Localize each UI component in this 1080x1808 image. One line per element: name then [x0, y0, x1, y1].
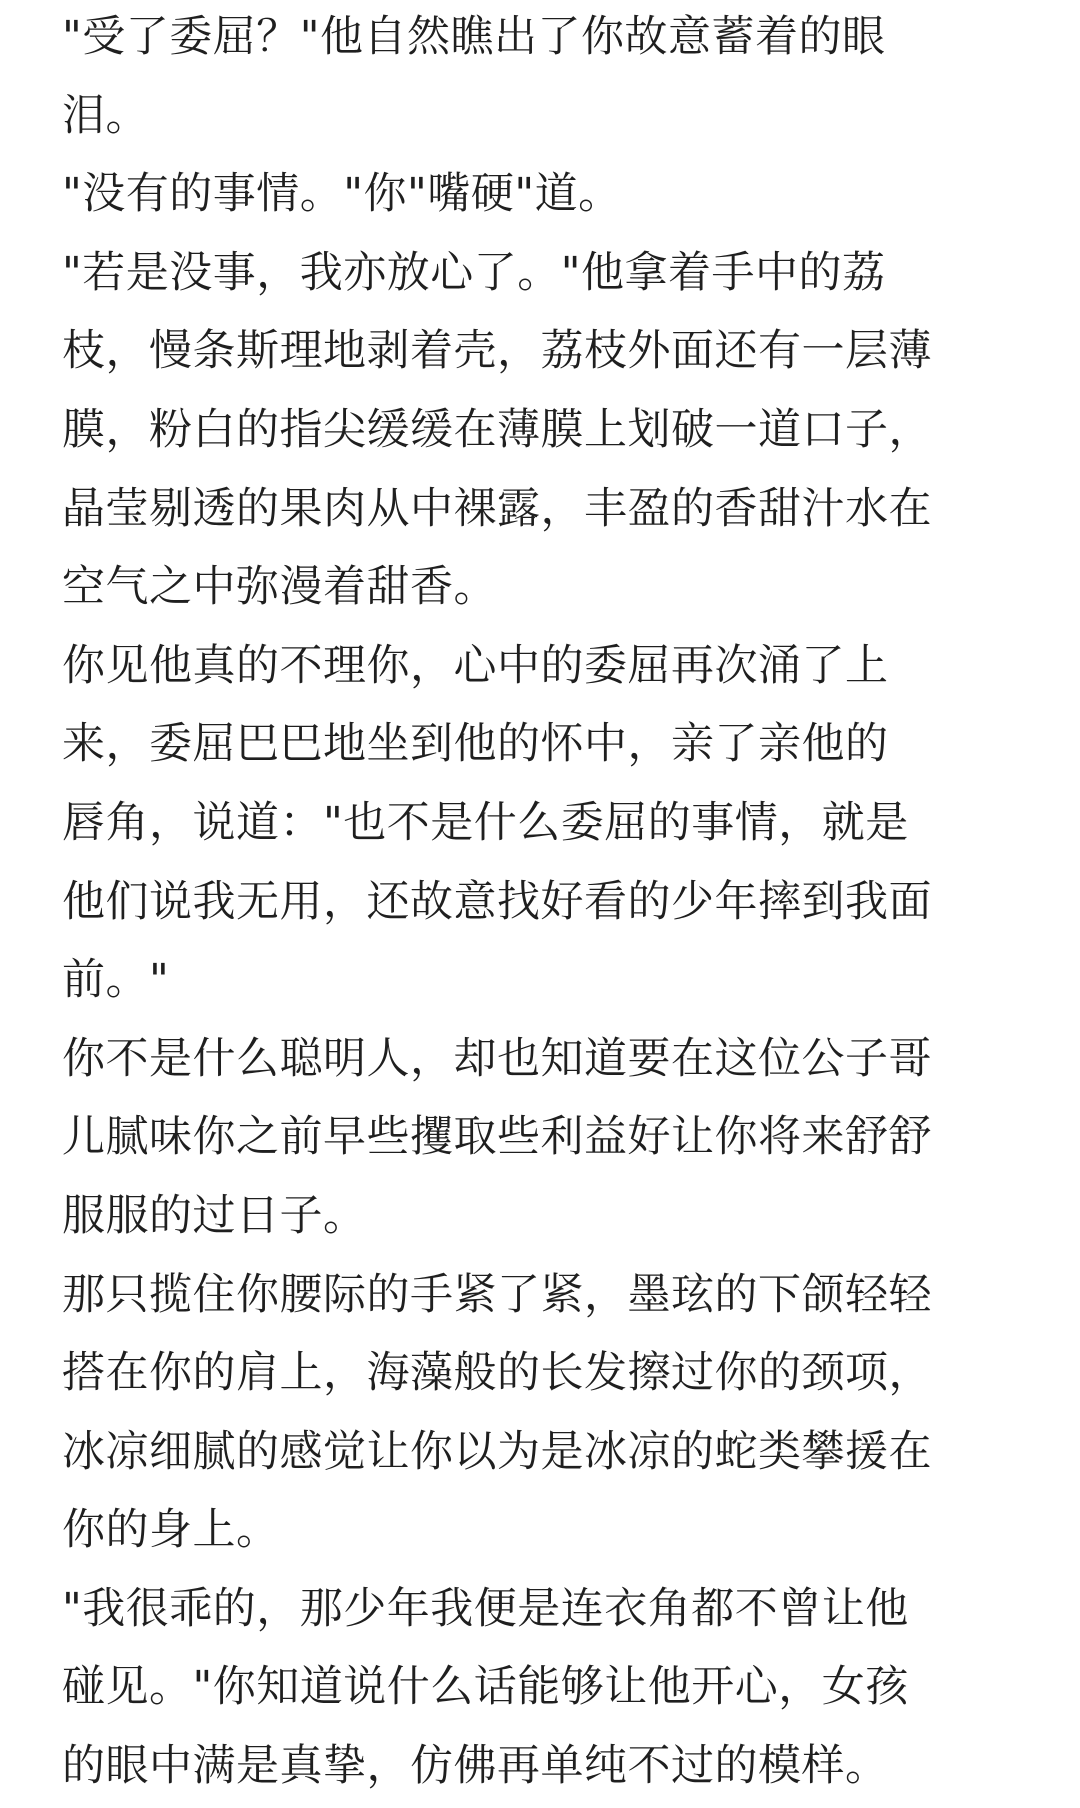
text-line: "若是没事，我亦放心了。"他拿着手中的荔: [62, 247, 886, 298]
text-line: "受了委屈？"他自然瞧出了你故意蓄着的眼: [62, 12, 886, 62]
text-line: 膜，粉白的指尖缓缓在薄膜上划破一道口子，: [62, 404, 932, 455]
text-line: 前。": [62, 955, 170, 1006]
text-line: 碰见。"你知道说什么话能够让他开心，女孩: [62, 1662, 909, 1713]
text-line: 服服的过日子。: [62, 1190, 367, 1241]
text-line: 那只揽住你腰际的手紧了紧，墨玹的下颌轻轻: [62, 1269, 932, 1320]
text-line: 他们说我无用，还故意找好看的少年摔到我面: [62, 876, 932, 927]
text-line: "我很乖的，那少年我便是连衣角都不曾让他: [62, 1583, 909, 1634]
article-body: [62, 0, 1030, 1806]
text-line: 你的身上。: [62, 1505, 280, 1556]
text-line: 的眼中满是真挚，仿佛再单纯不过的模样。: [62, 1741, 889, 1792]
text-line: 空气之中弥漫着甜香。: [62, 562, 497, 613]
text-line: 晶莹剔透的果肉从中裸露，丰盈的香甜汁水在: [62, 483, 932, 534]
text-line: 儿腻味你之前早些攫取些利益好让你将来舒舒: [62, 1112, 932, 1163]
text-line: 来，委屈巴巴地坐到他的怀中，亲了亲他的: [62, 719, 889, 770]
text-line: 唇角，说道："也不是什么委屈的事情，就是: [62, 797, 909, 848]
text-line: "没有的事情。"你"嘴硬"道。: [62, 169, 622, 220]
text-line: 你见他真的不理你，心中的委屈再次涌了上: [62, 640, 889, 691]
text-line: 泪。: [62, 90, 149, 141]
text-line: 你不是什么聪明人，却也知道要在这位公子哥: [62, 1033, 932, 1084]
text-line: 冰凉细腻的感觉让你以为是冰凉的蛇类攀援在: [62, 1426, 932, 1477]
text-line: 搭在你的肩上，海藻般的长发擦过你的颈项，: [62, 1348, 932, 1399]
text-line: 枝，慢条斯理地剥着壳，荔枝外面还有一层薄: [62, 326, 932, 377]
